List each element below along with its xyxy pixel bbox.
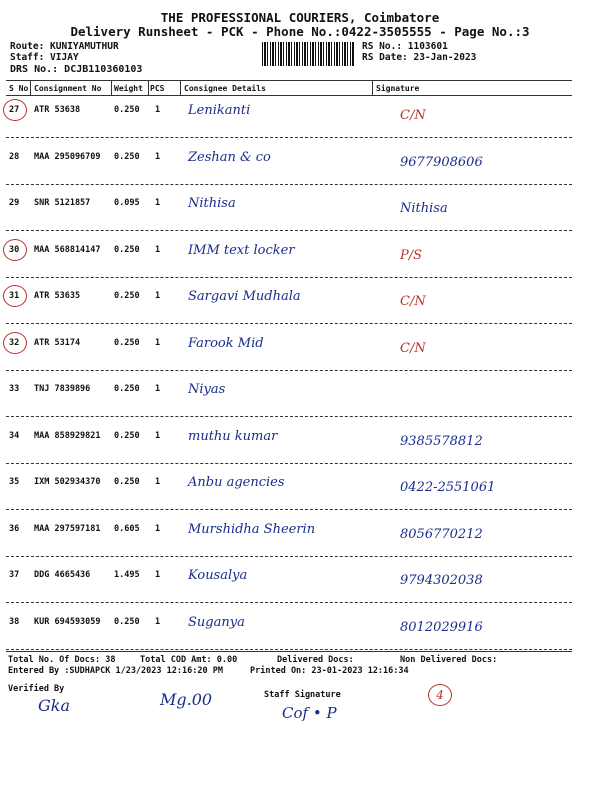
col-signature: Signature — [376, 84, 420, 93]
document-title: THE PROFESSIONAL COURIERS, Coimbatore — [160, 10, 440, 25]
pcs-value: 1 — [155, 524, 161, 534]
drs-number: DRS No.: DCJB110360103 — [10, 64, 143, 75]
col-divider — [30, 80, 31, 95]
serial-circle-mark — [3, 239, 27, 261]
serial-number: 33 — [9, 384, 20, 394]
non-delivered-docs: Non Delivered Docs: — [400, 655, 498, 665]
row-divider — [6, 137, 572, 138]
consignee-name: muthu kumar — [188, 429, 278, 444]
row-divider — [6, 370, 572, 371]
col-consignee: Consignee Details — [184, 84, 266, 93]
signature-text: 8012029916 — [400, 620, 483, 635]
serial-number: 37 — [9, 570, 20, 580]
verified-signature: Gka — [38, 696, 71, 715]
weight-value: 0.250 — [114, 338, 140, 348]
col-divider — [372, 80, 373, 95]
weight-value: 0.250 — [114, 431, 140, 441]
pcs-value: 1 — [155, 152, 161, 162]
consignment-number: TNJ 7839896 — [34, 384, 91, 394]
staff-signature-label: Staff Signature — [264, 690, 341, 700]
col-divider — [148, 80, 149, 95]
consignee-name: Zeshan & co — [188, 150, 271, 165]
table-row — [0, 424, 600, 471]
row-divider — [6, 277, 572, 278]
serial-number: 38 — [9, 617, 20, 627]
signature-text: P/S — [400, 248, 423, 263]
consignment-number: KUR 694593059 — [34, 617, 101, 627]
circled-page-mark: 4 — [428, 684, 452, 706]
pcs-value: 1 — [155, 198, 161, 208]
col-divider — [111, 80, 112, 95]
total-docs: Total No. Of Docs: 38 — [8, 655, 116, 665]
table-row — [0, 563, 600, 610]
row-divider — [6, 230, 572, 231]
serial-number: 35 — [9, 477, 20, 487]
serial-number: 31 — [9, 291, 20, 301]
consignee-name: Niyas — [188, 382, 226, 397]
consignment-number: MAA 297597181 — [34, 524, 101, 534]
table-row — [0, 238, 600, 285]
pcs-value: 1 — [155, 617, 161, 627]
serial-circle-mark — [3, 99, 27, 121]
table-row — [0, 98, 600, 145]
mid-signature: Mg.00 — [160, 690, 213, 709]
pcs-value: 1 — [155, 245, 161, 255]
signature-text: 9385578812 — [400, 434, 483, 449]
weight-value: 0.250 — [114, 152, 140, 162]
weight-value: 0.250 — [114, 245, 140, 255]
row-divider — [6, 509, 572, 510]
rs-date: RS Date: 23-Jan-2023 — [362, 52, 477, 63]
weight-value: 0.250 — [114, 477, 140, 487]
verified-by-label: Verified By — [8, 684, 65, 694]
document-subtitle: Delivery Runsheet - PCK - Phone No.:0422-3505555 - Page No.:3 — [70, 24, 530, 39]
signature-text: 9677908606 — [400, 155, 483, 170]
table-row — [0, 377, 600, 424]
pcs-value: 1 — [155, 338, 161, 348]
col-pcs: PCS — [150, 84, 165, 93]
weight-value: 0.250 — [114, 105, 140, 115]
route-label: Route: KUNIYAMUTHUR — [10, 41, 119, 52]
consignment-number: MAA 295096709 — [34, 152, 101, 162]
serial-circle-mark — [3, 285, 27, 307]
table-row — [0, 191, 600, 238]
serial-number: 30 — [9, 245, 20, 255]
consignment-number: SNR 5121857 — [34, 198, 91, 208]
table-row — [0, 470, 600, 517]
row-divider — [6, 323, 572, 324]
entered-by: Entered By :SUDHAPCK 1/23/2023 12:16:20 PM — [8, 666, 223, 676]
serial-number: 27 — [9, 105, 20, 115]
weight-value: 0.250 — [114, 617, 140, 627]
consignment-number: ATR 53638 — [34, 105, 81, 115]
serial-circle-mark — [3, 332, 27, 354]
consignment-number: ATR 53635 — [34, 291, 81, 301]
consignment-number: DDG 4665436 — [34, 570, 91, 580]
table-row — [0, 610, 600, 657]
consignee-name: Murshidha Sheerin — [188, 522, 316, 537]
col-weight: Weight — [114, 84, 143, 93]
row-divider — [6, 463, 572, 464]
delivered-docs: Delivered Docs: — [277, 655, 354, 665]
row-divider — [6, 556, 572, 557]
signature-text: C/N — [400, 341, 426, 356]
total-cod: Total COD Amt: 0.00 — [140, 655, 238, 665]
staff-handwritten-signature: Cof • P — [282, 704, 337, 722]
weight-value: 0.250 — [114, 291, 140, 301]
signature-text: C/N — [400, 108, 426, 123]
pcs-value: 1 — [155, 570, 161, 580]
staff-label: Staff: VIJAY — [10, 52, 79, 63]
consignee-name: Farook Mid — [188, 336, 264, 351]
consignment-number: MAA 858929821 — [34, 431, 101, 441]
footer-rule — [6, 651, 572, 652]
col-sno: S No — [9, 84, 29, 93]
row-divider — [6, 602, 572, 603]
serial-number: 36 — [9, 524, 20, 534]
serial-number: 32 — [9, 338, 20, 348]
barcode — [262, 42, 354, 66]
col-consignment: Consignment No — [34, 84, 102, 93]
consignment-number: ATR 53174 — [34, 338, 81, 348]
consignment-number: IXM 502934370 — [34, 477, 101, 487]
header-bottom-rule — [6, 95, 572, 96]
row-divider — [6, 416, 572, 417]
consignee-name: Suganya — [188, 615, 245, 630]
row-divider — [6, 184, 572, 185]
header-top-rule — [6, 80, 572, 81]
signature-text: Nithisa — [400, 201, 448, 216]
pcs-value: 1 — [155, 105, 161, 115]
consignee-name: IMM text locker — [188, 243, 295, 258]
pcs-value: 1 — [155, 431, 161, 441]
serial-number: 34 — [9, 431, 20, 441]
table-row — [0, 145, 600, 192]
serial-number: 29 — [9, 198, 20, 208]
rs-number: RS No.: 1103601 — [362, 41, 448, 52]
col-divider — [180, 80, 181, 95]
weight-value: 0.250 — [114, 384, 140, 394]
serial-number: 28 — [9, 152, 20, 162]
consignee-name: Kousalya — [188, 568, 248, 583]
signature-text: 0422-2551061 — [400, 480, 496, 495]
signature-text: 9794302038 — [400, 573, 483, 588]
weight-value: 0.605 — [114, 524, 140, 534]
consignee-name: Sargavi Mudhala — [188, 289, 301, 304]
table-row — [0, 331, 600, 378]
pcs-value: 1 — [155, 477, 161, 487]
signature-text: 8056770212 — [400, 527, 483, 542]
weight-value: 1.495 — [114, 570, 140, 580]
consignee-name: Anbu agencies — [188, 475, 285, 490]
table-row — [0, 517, 600, 564]
row-divider — [6, 649, 572, 650]
pcs-value: 1 — [155, 384, 161, 394]
signature-text: C/N — [400, 294, 426, 309]
consignee-name: Nithisa — [188, 196, 236, 211]
pcs-value: 1 — [155, 291, 161, 301]
printed-on: Printed On: 23-01-2023 12:16:34 — [250, 666, 409, 676]
weight-value: 0.095 — [114, 198, 140, 208]
consignee-name: Lenikanti — [188, 103, 251, 118]
table-row — [0, 284, 600, 331]
consignment-number: MAA 568814147 — [34, 245, 101, 255]
